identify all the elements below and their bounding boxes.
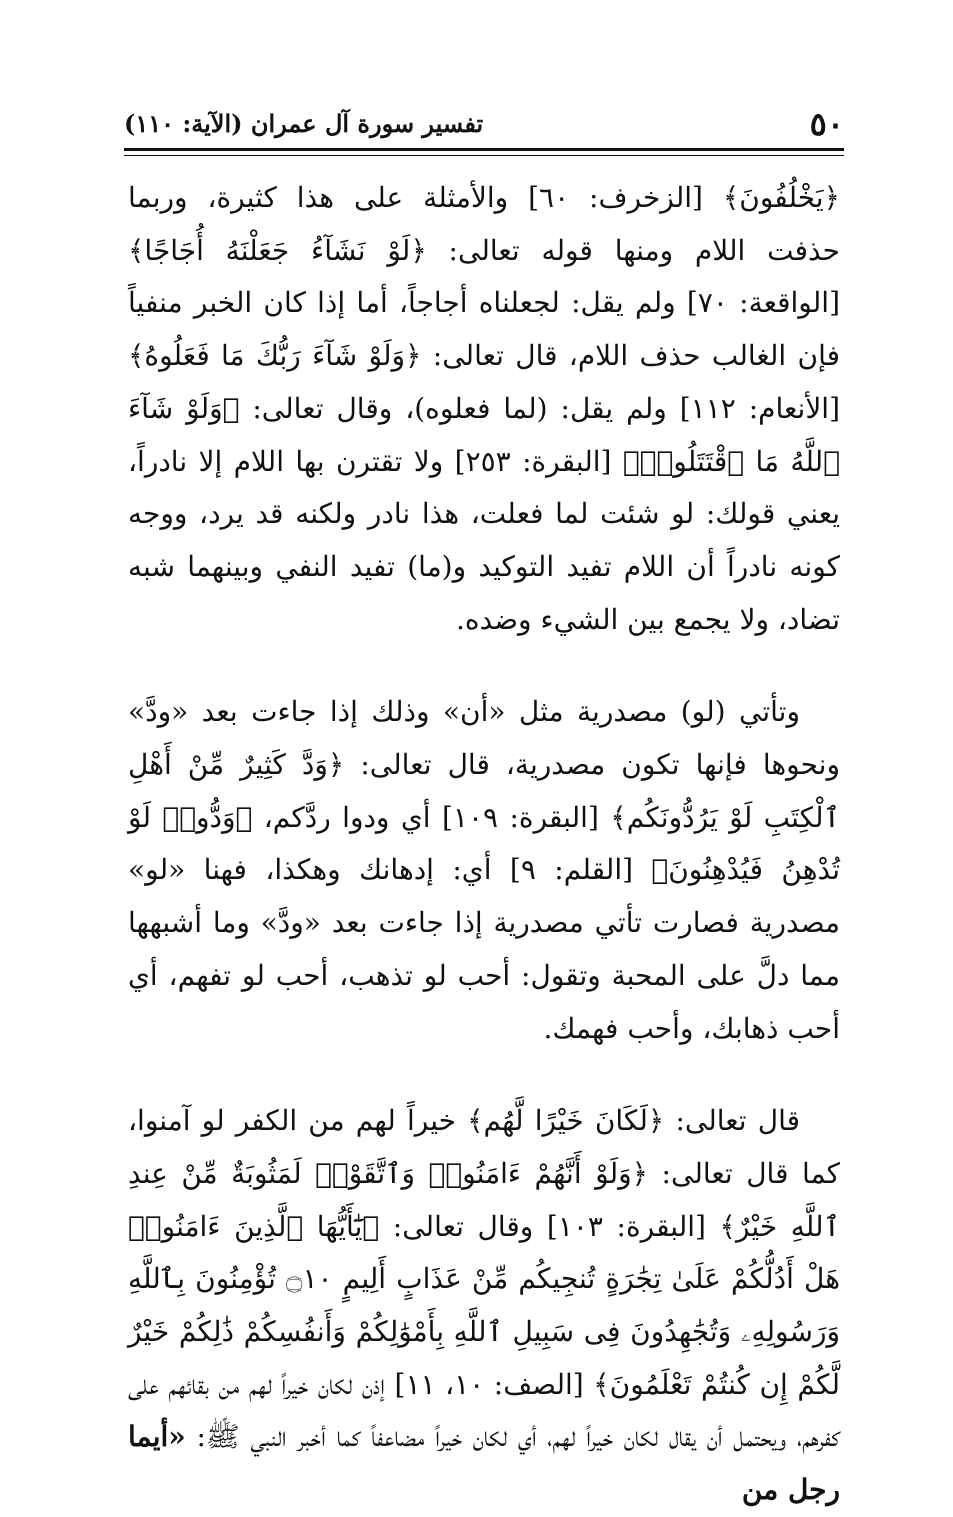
paragraph-2: وتأتي (لو) مصدرية مثل «أن» وذلك إذا جاءت بعد «ودَّ» ونحوها فإنها تكون مصدرية، قال تعالى: ﴿وَدَّ كَثِيرٌ مِّنْ أَهْلِ ٱلْكِتَبِ لَوْ يَرُدُّونَكُم﴾ [البقرة: ١٠٩] أي ودوا ردَّكم، ﴿وَدُّوا۟ لَوْ تُدْهِنُ فَيُدْهِنُونَ﴾ [القلم: ٩] أي: إدهانك وهكذا، فهنا «لو» مصدرية فصارت تأتي مصدرية إذا جاءت بعد «ودَّ» وما أشبهها مما دلَّ على المحبة وتقول: أحب لو تذهب، أحب لو تفهم، أي أحب ذهابك، وأحب فهمك. (128, 695, 840, 1045)
running-title: تفسير سورة آل عمران (الآية: ١١٠) (124, 109, 484, 138)
hadith-opening: «أيما رجل من (128, 1420, 840, 1507)
paragraph-gap (128, 646, 840, 686)
page-header (124, 104, 844, 144)
body-text (128, 172, 840, 1517)
page-number: ٥٠ (809, 105, 844, 143)
paragraph-3-text: قال تعالى: ﴿لَكَانَ خَيْرًا لَّهُم﴾ خيراً لهم من الكفر لو آمنوا، كما قال تعالى: ﴿وَلَوْ أَنَّهُمْ ءَامَنُوا۟ وَٱتَّقَوْا۟ لَمَثُوبَةٌ مِّنْ عِندِ ٱللَّهِ خَيْرٌ﴾ [البقرة: ١٠٣] وقال تعالى: ﴿يَٰٓأَيُّهَا ٱلَّذِينَ ءَامَنُوا۟ هَلْ أَدُلُّكُمْ عَلَىٰ تِجَٰرَةٍ تُنجِيكُم مِّنْ عَذَابٍ أَلِيمٍ ۝١٠ تُؤْمِنُونَ بِٱللَّهِ وَرَسُولِهِۦ وَتُجَٰهِدُونَ فِى سَبِيلِ ٱللَّهِ بِأَمْوَٰلِكُمْ وَأَنفُسِكُمْ ذَٰلِكُمْ خَيْرٌ لَّكُمْ إِن كُنتُمْ تَعْلَمُونَ﴾ [الصف: ١٠، ١١] إذن لكان خيراً لهم من بقائهم على كفرهم، ويحتمل أن يقال لكان خيراً لهم، أي لكان خيراً مضاعفاً كما أخبر النبي ﷺ: (128, 1104, 840, 1454)
header-rule-thick (124, 148, 844, 151)
paragraph-3 (128, 1095, 840, 1517)
paragraph-1: ﴿يَخْلُفُونَ﴾ [الزخرف: ٦٠] والأمثلة على هذا كثيرة، وربما حذفت اللام ومنها قوله تعالى: ﴿لَوْ نَشَآءُ جَعَلْنَهُ أُجَاجًا﴾ [الواقعة: ٧٠] ولم يقل: لجعلناه أجاجاً، أما إذا كان الخبر منفياً فإن الغالب حذف اللام، قال تعالى: ﴿وَلَوْ شَآءَ رَبُّكَ مَا فَعَلُوهُ﴾ [الأنعام: ١١٢] ولم يقل: (لما فعلوه)، وقال تعالى: ﴿وَلَوْ شَآءَ ٱللَّهُ مَا ٱقْتَتَلُوا۟﴾ [البقرة: ٢٥٣] ولا تقترن بها اللام إلا نادراً، يعني قولك: لو شئت لما فعلت، هذا نادر ولكنه قد يرد، ووجه كونه نادراً أن اللام تفيد التوكيد و(ما) تفيد النفي وبينهما شبه تضاد، ولا يجمع بين الشيء وضده. (128, 181, 841, 636)
header-rule-thin (124, 155, 844, 156)
paragraph-gap (128, 1055, 840, 1095)
